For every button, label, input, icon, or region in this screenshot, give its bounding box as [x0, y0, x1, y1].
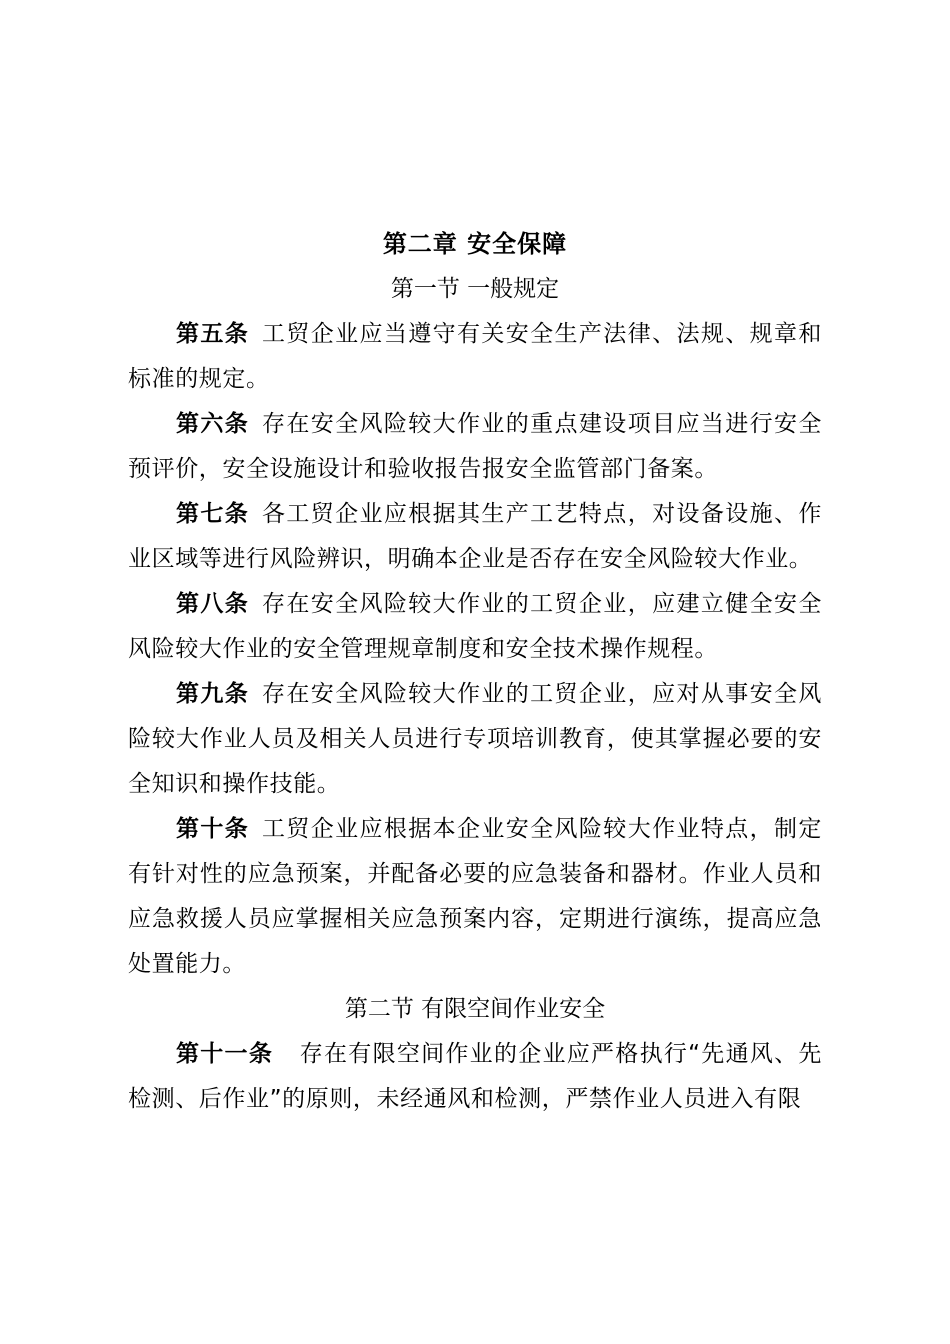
article-text: 工贸企业应当遵守有关安全生产法律、法规、规章和标准的规定。 — [128, 321, 822, 392]
article — [128, 1032, 822, 1122]
article — [128, 582, 822, 672]
article-text: 存在安全风险较大作业的工贸企业，应建立健全安全风险较大作业的安全管理规章制度和安全技术操作规程。 — [128, 591, 822, 662]
article-number: 第十条 — [176, 816, 250, 842]
article-text: 存在有限空间作业的企业应严格执行“先通风、先检测、后作业”的原则，未经通风和检测，严禁作业人员进入有限 — [128, 1041, 822, 1112]
article-text: 各工贸企业应根据其生产工艺特点，对设备设施、作业区域等进行风险辨识，明确本企业是否存在安全风险较大作业。 — [128, 501, 822, 572]
article-number: 第五条 — [176, 321, 250, 347]
article-number: 第十一条 — [176, 1041, 274, 1067]
article — [128, 807, 822, 987]
article-number: 第六条 — [176, 411, 250, 437]
article-text: 存在安全风险较大作业的工贸企业，应对从事安全风险较大作业人员及相关人员进行专项培训教育，使其掌握必要的安全知识和操作技能。 — [128, 681, 822, 797]
article — [128, 402, 822, 492]
article — [128, 672, 822, 807]
article — [128, 312, 822, 402]
article — [128, 492, 822, 582]
section-title: 第二节 有限空间作业安全 — [344, 996, 606, 1022]
article-number: 第九条 — [176, 681, 250, 707]
section-title: 第一节 一般规定 — [390, 276, 560, 302]
chapter-title: 第二章 安全保障 — [382, 230, 568, 258]
article-number: 第八条 — [176, 591, 250, 617]
article-text: 工贸企业应根据本企业安全风险较大作业特点，制定有针对性的应急预案，并配备必要的应急装备和器材。作业人员和应急救援人员应掌握相关应急预案内容，定期进行演练，提高应急处置能力。 — [128, 816, 822, 977]
document-page — [128, 222, 822, 1122]
article-text: 存在安全风险较大作业的重点建设项目应当进行安全预评价，安全设施设计和验收报告报安全监管部门备案。 — [128, 411, 822, 482]
article-number: 第七条 — [176, 501, 250, 527]
